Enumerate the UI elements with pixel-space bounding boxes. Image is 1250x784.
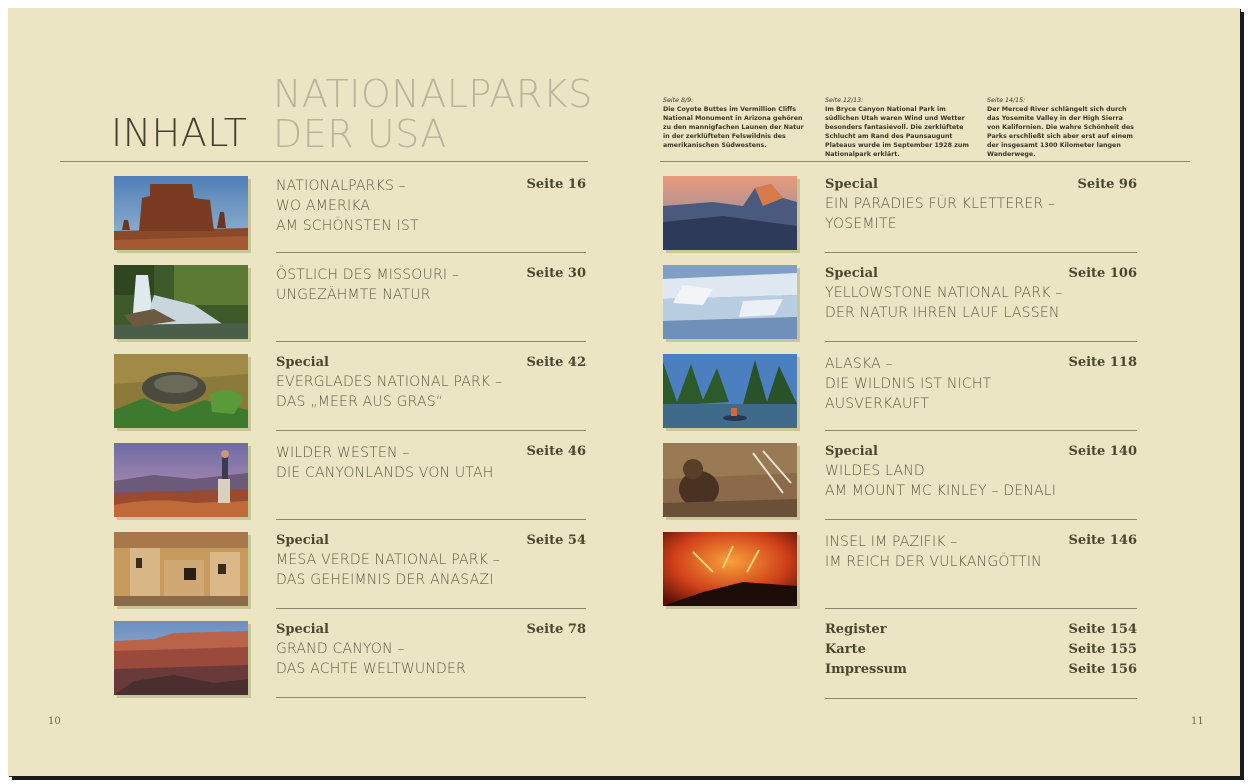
entry-rule [276,519,586,520]
back-matter-item[interactable] [825,642,1137,662]
entry-title-line2: DIE CANYONLANDS VON UTAH [276,465,494,481]
toc-entry-text [825,443,1137,501]
entry-title-line1: MESA VERDE NATIONAL PARK – [276,552,500,568]
entry-rule [825,430,1137,431]
caption-label: Seite 12/13: [825,97,864,104]
back-matter-rule [825,698,1137,699]
alaska-canoe-photo [663,354,797,428]
book-title-line2: DER USA [273,112,447,156]
toc-entry[interactable] [663,176,1137,266]
back-matter-item[interactable] [825,622,1137,642]
entry-title-line2: YOSEMITE [825,216,897,232]
right-page-number: 11 [1191,716,1204,727]
grand-canyon-photo [114,621,248,695]
toc-entry[interactable] [114,621,587,711]
contents-heading: INHALT [111,111,248,155]
entry-title-line2: DAS „MEER AUS GRAS“ [276,394,444,410]
caption-text: Im Bryce Canyon National Park im südlichen Utah waren Wind und Wetter besonders fantasievoll. Die zerklüftete Schlucht am Rand des Paunsaugunt Plateaus wurde im September 1928 zum Nationalpark erklärt. [825,106,969,158]
entry-rule [825,608,1137,609]
entry-title-line2: UNGEZÄHMTE NATUR [276,287,431,303]
monument-valley-photo [114,176,248,250]
header-rule [60,161,588,162]
entry-page-number: Seite 118 [1068,355,1137,370]
toc-entry[interactable] [663,532,1137,622]
waterfall-photo [114,265,248,339]
toc-entry[interactable] [114,354,587,444]
back-matter-item[interactable] [825,662,1137,682]
back-matter-page: Seite 154 [1068,622,1137,637]
entry-page-number: Seite 16 [526,177,586,192]
toc-entry[interactable] [663,354,1137,444]
special-label: Special [276,355,329,370]
cliff-dwelling-photo [114,532,248,606]
entry-page-number: Seite 54 [526,533,586,548]
special-label: Special [825,266,878,281]
entry-rule [825,519,1137,520]
caption-label: Seite 8/9: [663,97,694,104]
special-label: Special [276,533,329,548]
entry-title-line2: DIE WILDNIS IST NICHT [825,376,992,392]
entry-title-line1: INSEL IM PAZIFIK – [825,534,958,550]
yellowstone-terraces-photo [663,265,797,339]
toc-entry[interactable] [114,532,587,622]
special-label: Special [276,622,329,637]
entry-title-line1: GRAND CANYON – [276,641,405,657]
entry-title-line2: DAS ACHTE WELTWUNDER [276,661,466,677]
entry-page-number: Seite 42 [526,355,586,370]
special-label: Special [825,177,878,192]
toc-entry-text [276,532,586,590]
entry-rule [276,608,586,609]
entry-page-number: Seite 146 [1068,533,1137,548]
entry-rule [276,430,586,431]
toc-entry-text [276,265,586,305]
entry-title-line1: ÖSTLICH DES MISSOURI – [276,267,460,283]
left-page-number: 10 [48,716,61,727]
half-dome-photo [663,176,797,250]
photo-caption [987,96,1135,159]
entry-rule [276,697,586,698]
entry-page-number: Seite 96 [1077,177,1137,192]
left-page [8,8,624,776]
toc-entry[interactable] [114,265,587,355]
entry-page-number: Seite 30 [526,266,586,281]
toc-entry[interactable] [114,176,587,266]
toc-entry[interactable] [663,265,1137,355]
entry-page-number: Seite 106 [1068,266,1137,281]
toc-entry[interactable] [114,443,587,533]
special-label: Special [825,444,878,459]
caption-text: Der Merced River schlängelt sich durch das Yosemite Valley in der High Sierra von Kalifornien. Die wahre Schönheit des Parks erschließt sich aber erst auf einem der insgesamt 1300 Kilometer langen Wanderwege. [987,106,1134,158]
book-title-line1: NATIONALPARKS [273,72,593,116]
grizzly-bear-photo [663,443,797,517]
entry-title-line1: WILDES LAND [825,463,925,479]
lava-photo [663,532,797,606]
toc-entry-text [276,621,586,679]
toc-entry[interactable] [663,443,1137,533]
entry-title-line1: NATIONALPARKS – [276,178,406,194]
entry-rule [276,341,586,342]
alligator-photo [114,354,248,428]
entry-title-line2: WO AMERIKA [276,198,371,214]
back-matter-label: Impressum [825,662,907,677]
back-matter-page: Seite 155 [1068,642,1137,657]
entry-title-line3: AM SCHÖNSTEN IST [276,218,419,234]
entry-title-line2: DAS GEHEIMNIS DER ANASAZI [276,572,494,588]
back-matter-page: Seite 156 [1068,662,1137,677]
entry-rule [276,252,586,253]
entry-title-line1: EIN PARADIES FÜR KLETTERER – [825,196,1056,212]
toc-entry-text [276,176,586,236]
toc-entry-text [825,176,1137,234]
header-rule-right [660,161,1190,162]
toc-entry-text [825,265,1137,323]
entry-title-line1: WILDER WESTEN – [276,445,410,461]
entry-rule [825,341,1137,342]
entry-title-line2: DER NATUR IHREN LAUF LASSEN [825,305,1060,321]
entry-title-line1: YELLOWSTONE NATIONAL PARK – [825,285,1063,301]
entry-title-line1: ALASKA – [825,356,893,372]
entry-title-line2: IM REICH DER VULKANGÖTTIN [825,554,1042,570]
book-title [273,74,593,154]
entry-rule [825,252,1137,253]
back-matter-label: Karte [825,642,866,657]
caption-text: Die Coyote Buttes im Vermillion Cliffs National Monument in Arizona gehören zu den mannigfachen Launen der Natur in der zerklüfteten Felswildnis des amerikanischen Südwestens. [663,106,804,149]
toc-entry-text [276,443,586,483]
book-spread [8,8,1240,776]
toc-entry-text [825,354,1137,414]
entry-page-number: Seite 140 [1068,444,1137,459]
photo-caption [825,96,973,159]
back-matter-label: Register [825,622,887,637]
entry-title-line3: AUSVERKAUFT [825,396,930,412]
entry-title-line2: AM MOUNT MC KINLEY – DENALI [825,483,1057,499]
entry-title-line1: EVERGLADES NATIONAL PARK – [276,374,503,390]
photo-caption [663,96,811,150]
entry-page-number: Seite 46 [526,444,586,459]
toc-entry-text [825,532,1137,572]
caption-label: Seite 14/15: [987,97,1026,104]
canyonlands-hiker-photo [114,443,248,517]
toc-entry-text [276,354,586,412]
entry-page-number: Seite 78 [526,622,586,637]
